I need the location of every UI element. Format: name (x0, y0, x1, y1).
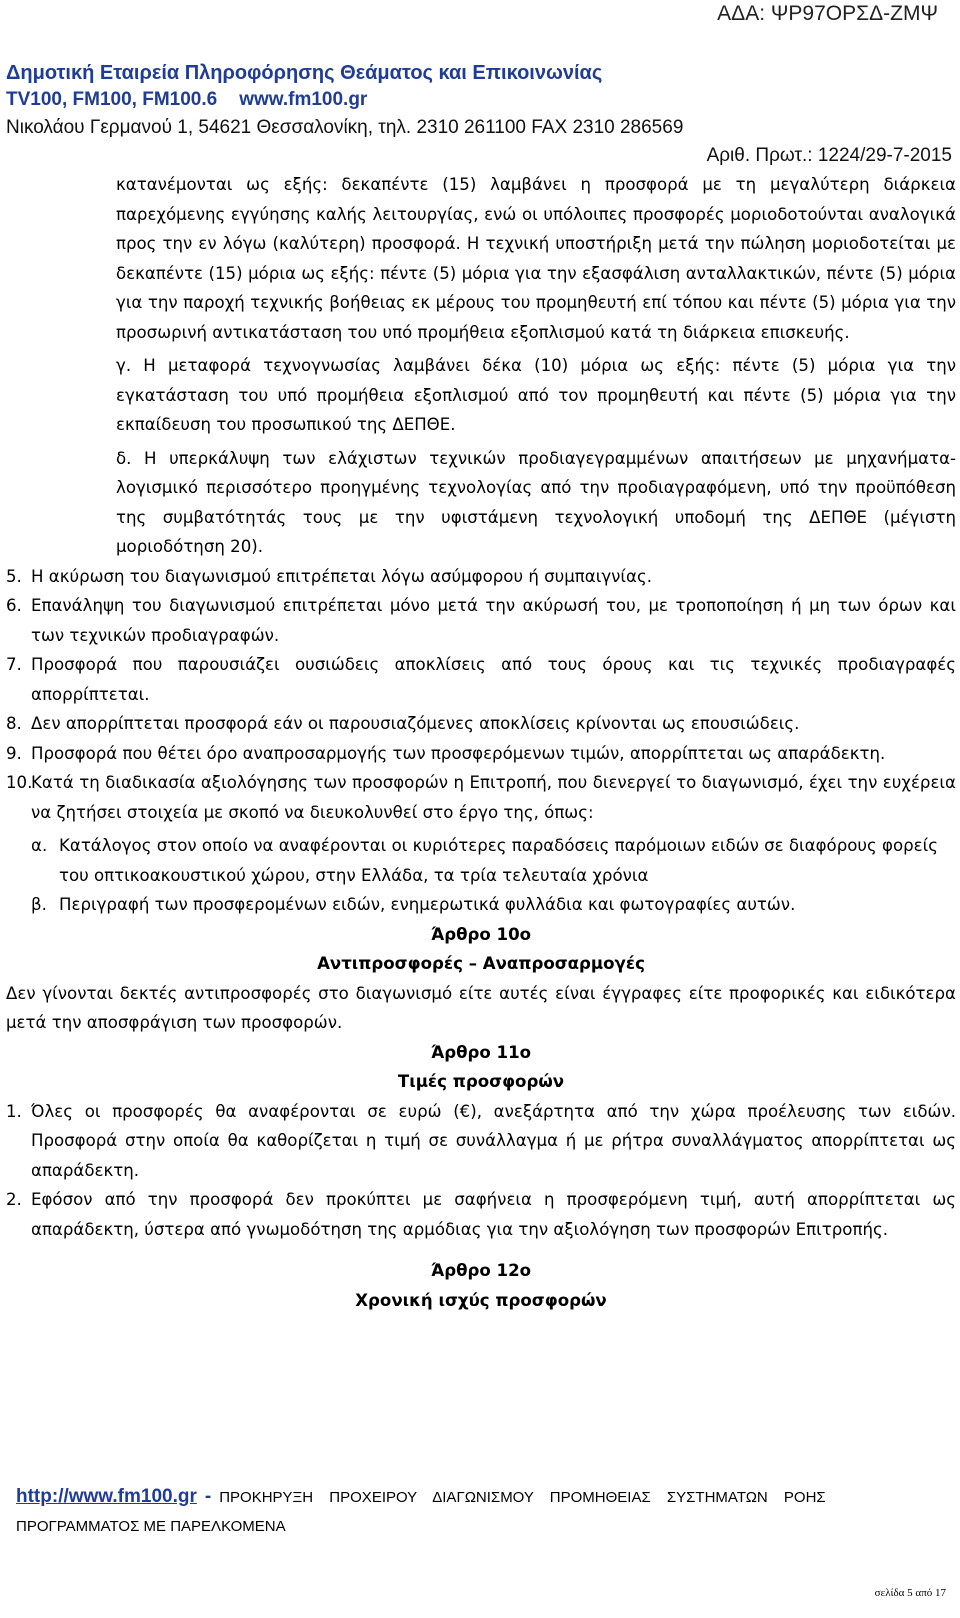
header-stations-line (6, 89, 367, 111)
article-10-title: Άρθρο 10ο (430, 924, 532, 944)
article-11-subtitle: Τιμές προσφορών (397, 1072, 565, 1091)
article-11-title: Άρθρο 11ο (430, 1042, 532, 1062)
paragraph-delta: δ. Η υπερκάλυψη των ελάχιστων τεχνικών προδιαγεγραμμένων απαιτήσεων με μηχανήματα-λογισμικό περισσότερο προηγμένης τεχνολογίας από την προδιαγραφόμενη, υπό την προϋπόθεση της συμβατότητάς τους με την υφιστάμενη τεχνολογική υποδομή της ΔΕΠΘΕ (μέγιστη μοριοδότηση 20). (116, 448, 956, 556)
list-text: Κατά τη διαδικασία αξιολόγησης των προσφορών η Επιτροπή, που διενεργεί το διαγωνισμό, έχει την ευχέρεια να ζητήσει στοιχεία με σκοπό να διευκολυνθεί στο έργο της, όπως: (31, 773, 956, 822)
list-item (6, 768, 956, 827)
ada-code: ΑΔΑ: ΨΡ97ΟΡΣΔ-ΖΜΨ (717, 2, 938, 25)
list-text: Η ακύρωση του διαγωνισμού επιτρέπεται λόγω ασύμφορου ή συμπαιγνίας. (31, 566, 652, 586)
list-number: 8. (6, 714, 22, 733)
list-item (6, 1097, 956, 1186)
footer-line-1 (16, 1486, 826, 1508)
sub-list-letter: α. (31, 836, 48, 855)
sub-list-letter: β. (31, 895, 47, 914)
list-item (6, 709, 956, 739)
sub-list-text: Κατάλογος στον οποίο να αναφέρονται οι κυριότερες παραδόσεις παρόμοιων ειδών σε διαφόρους φορείς του οπτικοακουστικού χώρου, στην Ελλάδα, τα τρία τελευταία χρόνια (59, 836, 938, 885)
article-12-title: Άρθρο 12ο (430, 1261, 532, 1280)
footer-dash: - (204, 1486, 212, 1507)
list-number: 5. (6, 566, 22, 586)
list-item (6, 650, 956, 709)
list-number: 6. (6, 596, 22, 615)
list-text: Δεν απορρίπτεται προσφορά εάν οι παρουσιαζόμενες αποκλίσεις κρίνονται ως επουσιώδεις. (31, 714, 800, 733)
list-number: 2. (6, 1190, 22, 1209)
list-text: Προσφορά που θέτει όρο αναπροσαρμογής των προσφερόμενων τιμών, απορρίπτεται ως απαράδεκτη. (31, 743, 886, 763)
paragraph-gamma: γ. Η μεταφορά τεχνογνωσίας λαμβάνει δέκα (10) μόρια ως εξής: πέντε (5) μόρια για την εγκατάσταση του υπό προμήθεια εξοπλισμού από τον προμηθευτή και πέντε (5) μόρια για την εκπαίδευση του προσωπικού της ΔΕΠΘΕ. (116, 356, 956, 434)
header-website-link[interactable]: www.fm100.gr (239, 89, 368, 110)
article-10-subtitle: Αντιπροσφορές – Αναπροσαρμογές (317, 954, 645, 973)
list-item (6, 591, 956, 650)
footer-title: ΠΡΟΚΗΡΥΞΗ ΠΡΟΧΕΙΡΟΥ ΔΙΑΓΩΝΙΣΜΟΥ ΠΡΟΜΗΘΕΙΑΣ ΣΥΣΤΗΜΑΤΩΝ ΡΟΗΣ (219, 1489, 826, 1506)
stations: TV100, FM100, FM100.6 (6, 89, 218, 110)
sub-list-item-a (6, 831, 956, 890)
list-text: Εφόσον από την προσφορά δεν προκύπτει με σαφήνεια η προσφερόμενη τιμή, αυτή απορρίπτεται ως απαράδεκτη, ύστερα από γνωμοδότηση της αρμόδιας για την αξιολόγηση των προσφορών Επιτροπής. (31, 1190, 956, 1239)
list-item (6, 739, 956, 769)
footer-website-link[interactable]: http://www.fm100.gr (16, 1486, 197, 1507)
sub-list-text: Περιγραφή των προσφερομένων ειδών, ενημερωτικά φυλλάδια και φωτογραφίες αυτών. (59, 895, 796, 914)
list-number: 7. (6, 655, 22, 674)
list-item (6, 562, 956, 592)
list-number: 9. (6, 743, 22, 763)
list-text: Επανάληψη του διαγωνισμού επιτρέπεται μόνο μετά την ακύρωσή του, με τροποποίηση ή μη των όρων και των τεχνικών προδιαγραφών. (31, 596, 956, 645)
list-number: 1. (6, 1101, 22, 1121)
document-body (6, 170, 956, 1315)
page-number: σελίδα 5 από 17 (874, 1587, 946, 1599)
protocol-number: Αριθ. Πρωτ.: 1224/29-7-2015 (706, 145, 952, 166)
footer-line-2: ΠΡΟΓΡΑΜΜΑΤΟΣ ΜΕ ΠΑΡΕΛΚΟΜΕΝΑ (16, 1518, 286, 1535)
list-text: Προσφορά που παρουσιάζει ουσιώδεις αποκλίσεις από τους όρους και τις τεχνικές προδιαγραφές απορρίπτεται. (31, 655, 956, 704)
article-12-subtitle: Χρονική ισχύς προσφορών (355, 1290, 607, 1310)
list-text: Όλες οι προσφορές θα αναφέρονται σε ευρώ (€), ανεξάρτητα από την χώρα προέλευσης των ειδών. Προσφορά στην οποία θα καθορίζεται η τιμή σε συνάλλαγμα ή με ρήτρα συναλλάγματος απορρίπτεται ως απαράδεκτη. (31, 1101, 956, 1180)
paragraph-scoring: κατανέμονται ως εξής: δεκαπέντε (15) λαμβάνει η προσφορά με τη μεγαλύτερη διάρκεια παρεχόμενης εγγύησης καλής λειτουργίας, ενώ οι υπόλοιπες προσφορές μοριοδοτούνται αναλογικά προς την εν λόγω (καλύτερη) προσφορά. Η τεχνική υποστήριξη μετά την πώληση μοριοδοτείται με δεκαπέντε (15) μόρια ως εξής: πέντε (5) μόρια για την εξασφάλιση ανταλλακτικών, πέντε (5) μόρια για την παροχή τεχνικής βοήθειας εκ μέρους του προμηθευτή επί τόπου και πέντε (5) μόρια για την προσωρινή αντικατάσταση του υπό προμήθεια εξοπλισμού κατά τη διάρκεια επισκευής. (116, 175, 956, 342)
address-line: Νικολάου Γερμανού 1, 54621 Θεσσαλονίκη, τηλ. 2310 261100 FAX 2310 286569 (6, 117, 684, 138)
article-10-text: Δεν γίνονται δεκτές αντιπροσφορές στο διαγωνισμό είτε αυτές είναι έγγραφες είτε προφορικές και ειδικότερα μετά την αποσφράγιση των προσφορών. (6, 983, 956, 1032)
list-item (6, 1185, 956, 1244)
sub-list-item-b (6, 890, 956, 920)
list-number: 10. (6, 773, 33, 792)
organization-name: Δημοτική Εταιρεία Πληροφόρησης Θεάματος και Επικοινωνίας (6, 62, 603, 84)
